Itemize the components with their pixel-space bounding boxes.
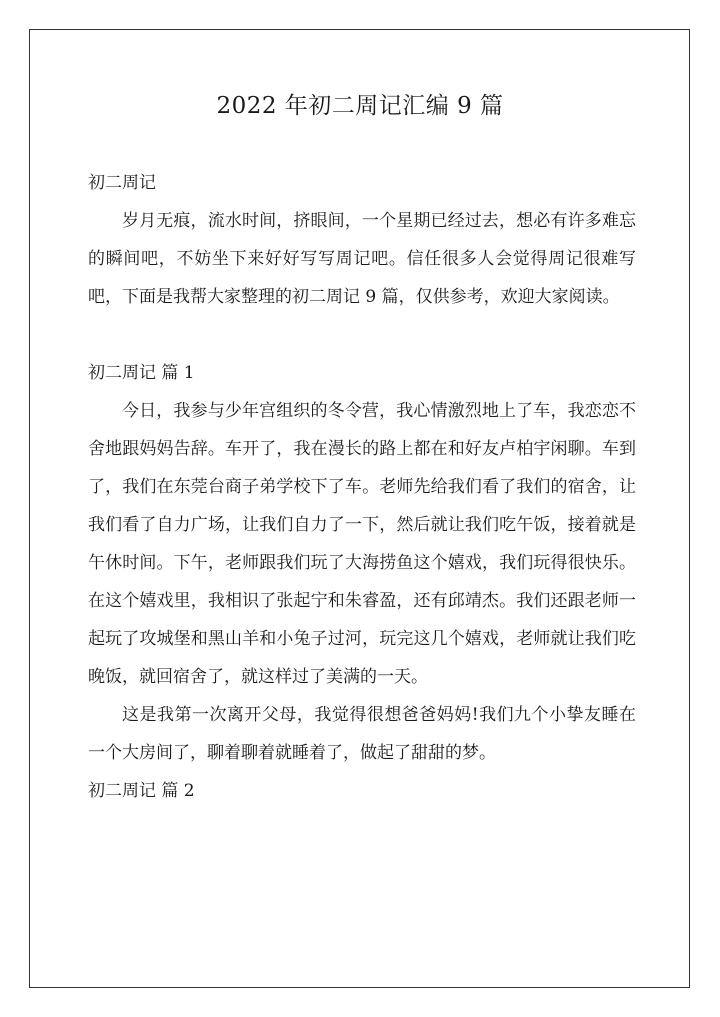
section-1-paragraph-1: 今日，我参与少年宫组织的冬令营，我心情激烈地上了车，我恋恋不舍地跟妈妈告辞。车开了，我在漫长的路上都在和好友卢柏宇闲聊。车到了，我们在东莞台商子弟学校下了车。老师先给我们看了我们的宿舍，让我们看了自力广场，让我们自力了一下，然后就让我们吃午饭，接着就是午休时间。下午，老师跟我们玩了大海捞鱼这个嬉戏，我们玩得很快乐。在这个嬉戏里，我相识了张起宁和朱睿盈，还有邱靖杰。我们还跟老师一起玩了攻城堡和黑山羊和小兔子过河，玩完这几个嬉戏，老师就让我们吃晚饭，就回宿舍了，就这样过了美满的一天。 xyxy=(88,401,636,687)
section-1-heading: 初二周记 篇 1 xyxy=(88,363,195,383)
section-spacer xyxy=(88,316,636,354)
intro-heading: 初二周记 xyxy=(88,173,156,193)
document-body xyxy=(88,164,636,810)
document-title: 2022 年初二周记汇编 9 篇 xyxy=(216,93,504,119)
section-1-paragraph-2: 这是我第一次离开父母，我觉得很想爸爸妈妈!我们九个小挚友睡在一个大房间了，聊着聊着就睡着了，做起了甜甜的梦。 xyxy=(88,705,636,763)
section-2-heading: 初二周记 篇 2 xyxy=(88,781,195,801)
intro-paragraph: 岁月无痕，流水时间，挤眼间，一个星期已经过去，想必有许多难忘的瞬间吧，不妨坐下来好好写写周记吧。信任很多人会觉得周记很难写吧，下面是我帮大家整理的初二周记 9 篇，仅供参考，欢迎大家阅读。 xyxy=(88,211,636,307)
